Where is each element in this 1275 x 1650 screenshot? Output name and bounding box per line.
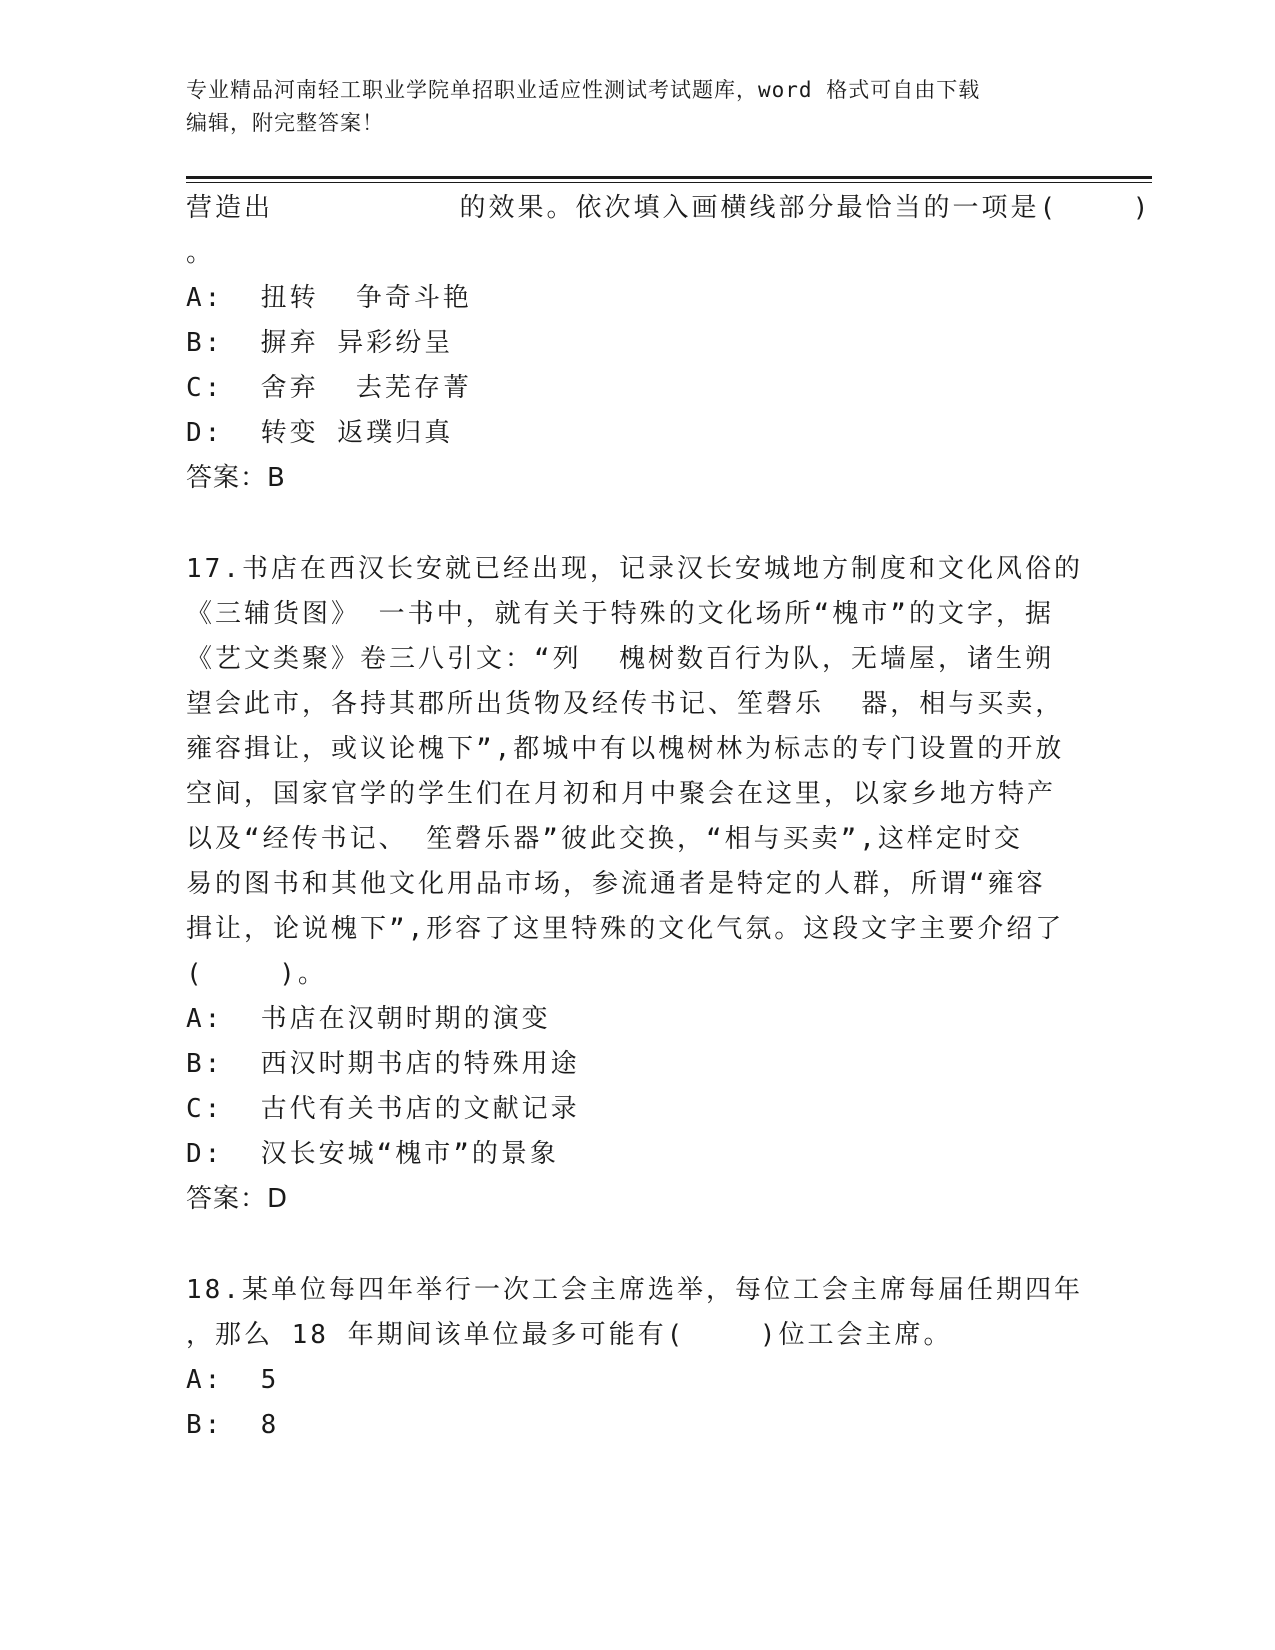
question-17-answer: 答案：D [186,1184,289,1214]
question-17 [186,547,1086,1222]
question-17-stem-line: ( )。 [186,959,327,989]
question-18-option-a: A: 5 [186,1365,280,1395]
question-17-option-c: C: 古代有关书店的文献记录 [186,1094,580,1124]
header-line-1: 专业精品河南轻工职业学院单招职业适应性测试考试题库，word 格式可自由下载 [186,78,981,102]
question-17-stem-line: 以及“经传书记、 笙磬乐器”彼此交换，“相与买卖”,这样定时交 [186,824,1023,854]
question-17-option-b: B: 西汉时期书店的特殊用途 [186,1049,580,1079]
question-17-option-a: A: 书店在汉朝时期的演变 [186,1004,551,1034]
question-17-option-d: D: 汉长安城“槐市”的景象 [186,1139,559,1169]
header-divider-thin [186,182,1152,183]
question-17-stem-line: 《艺文类聚》卷三八引文：“列 槐树数百行为队，无墙屋，诸生朔 [186,644,1054,674]
question-18-stem-line: ，那么 18 年期间该单位最多可能有( )位工会主席。 [186,1320,953,1350]
question-17-stem-line: 易的图书和其他文化用品市场，参流通者是特定的人群，所谓“雍容 [186,869,1046,899]
question-17-stem-line: 雍容揖让，或议论槐下”,都城中有以槐树林为标志的专门设置的开放 [186,734,1065,764]
question-16-option-c: C: 舍弃 去芜存菁 [186,373,472,403]
page-header [186,74,1066,140]
question-16-stem-line-2: 。 [186,238,216,268]
question-17-stem-line: 空间，国家官学的学生们在月初和月中聚会在这里，以家乡地方特产 [186,779,1057,809]
question-18-stem-line: 18.某单位每四年举行一次工会主席选举，每位工会主席每届任期四年 [186,1275,1083,1305]
question-16 [186,186,1152,501]
question-16-option-b: B: 摒弃 异彩纷呈 [186,328,454,358]
document-body [186,186,1152,1448]
header-divider-thick [186,176,1152,179]
question-16-stem-line-1: 营造出 的效果。依次填入画横线部分最恰当的一项是( ) [186,193,1152,223]
question-17-stem-line: 望会此市，各持其郡所出货物及经传书记、笙磬乐 器，相与买卖， [186,689,1065,719]
question-16-option-d: D: 转变 返璞归真 [186,418,454,448]
question-17-stem-line: 17.书店在西汉长安就已经出现，记录汉长安城地方制度和文化风俗的 [186,554,1083,584]
question-17-stem-line: 《三辅货图》 一书中，就有关于特殊的文化场所“槐市”的文字，据 [186,599,1054,629]
question-18 [186,1268,1086,1448]
question-16-option-a: A: 扭转 争奇斗艳 [186,283,472,313]
question-18-option-b: B: 8 [186,1410,280,1440]
header-line-2: 编辑，附完整答案！ [186,111,384,135]
question-16-answer: 答案：B [186,463,286,493]
question-17-stem-line: 揖让，论说槐下”,形容了这里特殊的文化气氛。这段文字主要介绍了 [186,914,1065,944]
